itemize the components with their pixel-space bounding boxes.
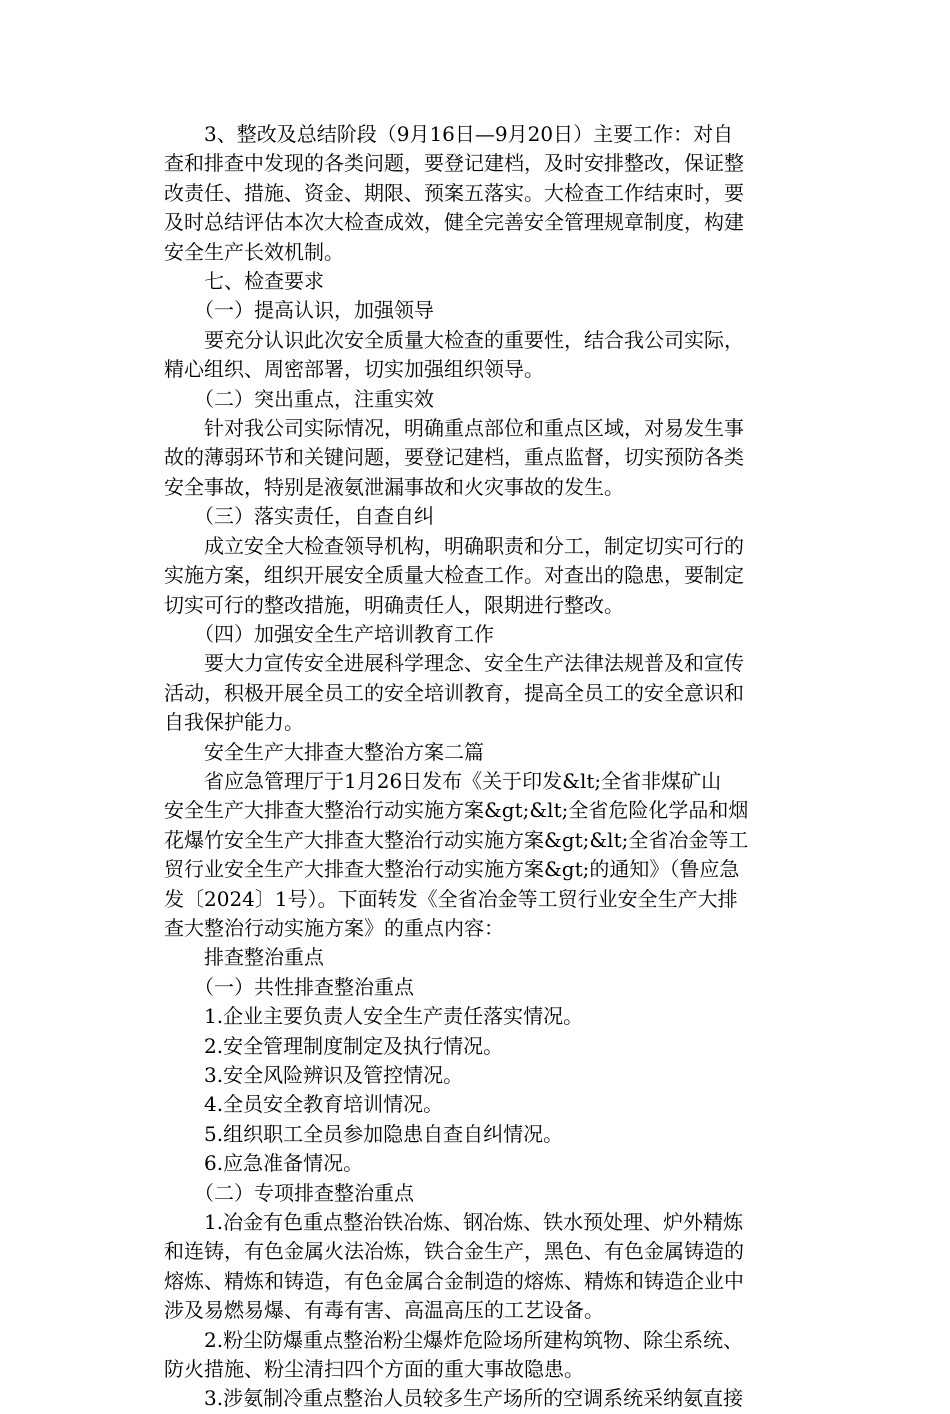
text-line: 5.组织职工全员参加隐患自查自纠情况。 [164,1121,564,1146]
text-line: 查和排查中发现的各类问题，要登记建档，及时安排整改，保证整 [164,151,744,176]
text-line: 成立安全大检查领导机构，明确职责和分工，制定切实可行的 [164,533,744,558]
text-line: 活动，积极开展全员工的安全培训教育，提高全员工的安全意识和 [164,680,744,705]
document-body [164,120,804,1414]
text-line: 涉及易燃易爆、有毒有害、高温高压的工艺设备。 [164,1298,604,1323]
text-line: 花爆竹安全生产大排查大整治行动实施方案&gt;&lt;全省冶金等工 [164,827,749,852]
text-line: 3.安全风险辨识及管控情况。 [164,1063,464,1087]
paragraph [164,738,804,767]
paragraph [164,326,804,385]
text-line: 2.粉尘防爆重点整治粉尘爆炸危险场所建构筑物、除尘系统、 [164,1327,744,1352]
text-line: 4.全员安全教育培训情况。 [164,1092,444,1117]
paragraph [164,973,804,1002]
text-line: 1.冶金有色重点整治铁冶炼、钢冶炼、铁水预处理、炉外精炼 [164,1210,744,1235]
paragraph [164,1120,804,1149]
paragraph [164,1002,804,1031]
paragraph [164,1090,804,1119]
text-line: 要充分认识此次安全质量大检查的重要性，结合我公司实际， [164,327,744,352]
text-line: 省应急管理厅于1月26日发布《关于印发&lt;全省非煤矿山 [164,768,722,793]
text-line: 和连铸，有色金属火法冶炼，铁合金生产，黑色、有色金属铸造的 [164,1239,744,1264]
text-line: 1.企业主要负责人安全生产责任落实情况。 [164,1004,584,1029]
text-line: 自我保护能力。 [164,710,304,735]
text-line: 熔炼、精炼和铸造，有色金属合金制造的熔炼、精炼和铸造企业中 [164,1268,744,1293]
paragraph [164,767,804,943]
text-line: 防火措施、粉尘清扫四个方面的重大事故隐患。 [164,1357,584,1382]
paragraph [164,120,804,267]
paragraph [164,502,804,531]
paragraph [164,1326,804,1385]
text-line: （一）共性排查整治重点 [164,974,414,999]
paragraph [164,414,804,502]
text-line: 6.应急准备情况。 [164,1151,364,1176]
text-line: （二）突出重点，注重实效 [164,386,434,411]
text-line: 切实可行的整改措施，明确责任人，限期进行整改。 [164,592,624,617]
paragraph [164,943,804,972]
text-line: 针对我公司实际情况，明确重点部位和重点区域，对易发生事 [164,416,744,441]
text-line: 3.涉氨制冷重点整治人员较多生产场所的空调系统采纳氨直接 [164,1386,744,1411]
text-line: （二）专项排查整治重点 [164,1180,414,1205]
text-line: 安全事故，特别是液氨泄漏事故和火灾事故的发生。 [164,474,624,499]
paragraph [164,1179,804,1208]
text-line: 及时总结评估本次大检查成效，健全完善安全管理规章制度，构建 [164,210,744,235]
text-line: 七、检查要求 [164,269,324,294]
text-line: 安全生产大排查大整治行动实施方案&gt;&lt;全省危险化学品和烟 [164,798,749,823]
text-line: （三）落实责任，自查自纠 [164,504,434,529]
text-line: 贸行业安全生产大排查大整治行动实施方案&gt;的通知》（鲁应急 [164,857,740,882]
text-line: 安全生产大排查大整治方案二篇 [164,739,484,764]
paragraph [164,649,804,737]
paragraph [164,532,804,620]
text-line: 发〔2024〕1号）。下面转发《全省冶金等工贸行业安全生产大排 [164,886,738,911]
text-line: 改责任、措施、资金、期限、预案五落实。大检查工作结束时，要 [164,180,744,205]
text-line: 2.安全管理制度制定及执行情况。 [164,1033,504,1058]
paragraph [164,1208,804,1326]
text-line: 排查整治重点 [164,945,324,970]
text-line: （一）提高认识，加强领导 [164,298,434,323]
text-line: 故的薄弱环节和关键问题，要登记建档，重点监督，切实预防各类 [164,445,744,470]
text-line: 精心组织、周密部署，切实加强组织领导。 [164,357,544,382]
text-line: 实施方案，组织开展安全质量大检查工作。对查出的隐患，要制定 [164,563,744,588]
text-line: 3、整改及总结阶段（9月16日—9月20日）主要工作：对自 [164,122,734,146]
text-line: 安全生产长效机制。 [164,239,344,264]
paragraph [164,620,804,649]
paragraph [164,1384,804,1413]
text-line: 要大力宣传安全进展科学理念、安全生产法律法规普及和宣传 [164,651,744,676]
paragraph [164,1149,804,1178]
paragraph [164,385,804,414]
text-line: 查大整治行动实施方案》的重点内容： [164,915,504,940]
paragraph [164,1061,804,1090]
paragraph [164,1032,804,1061]
text-line: （四）加强安全生产培训教育工作 [164,621,494,646]
paragraph [164,296,804,325]
paragraph [164,267,804,296]
